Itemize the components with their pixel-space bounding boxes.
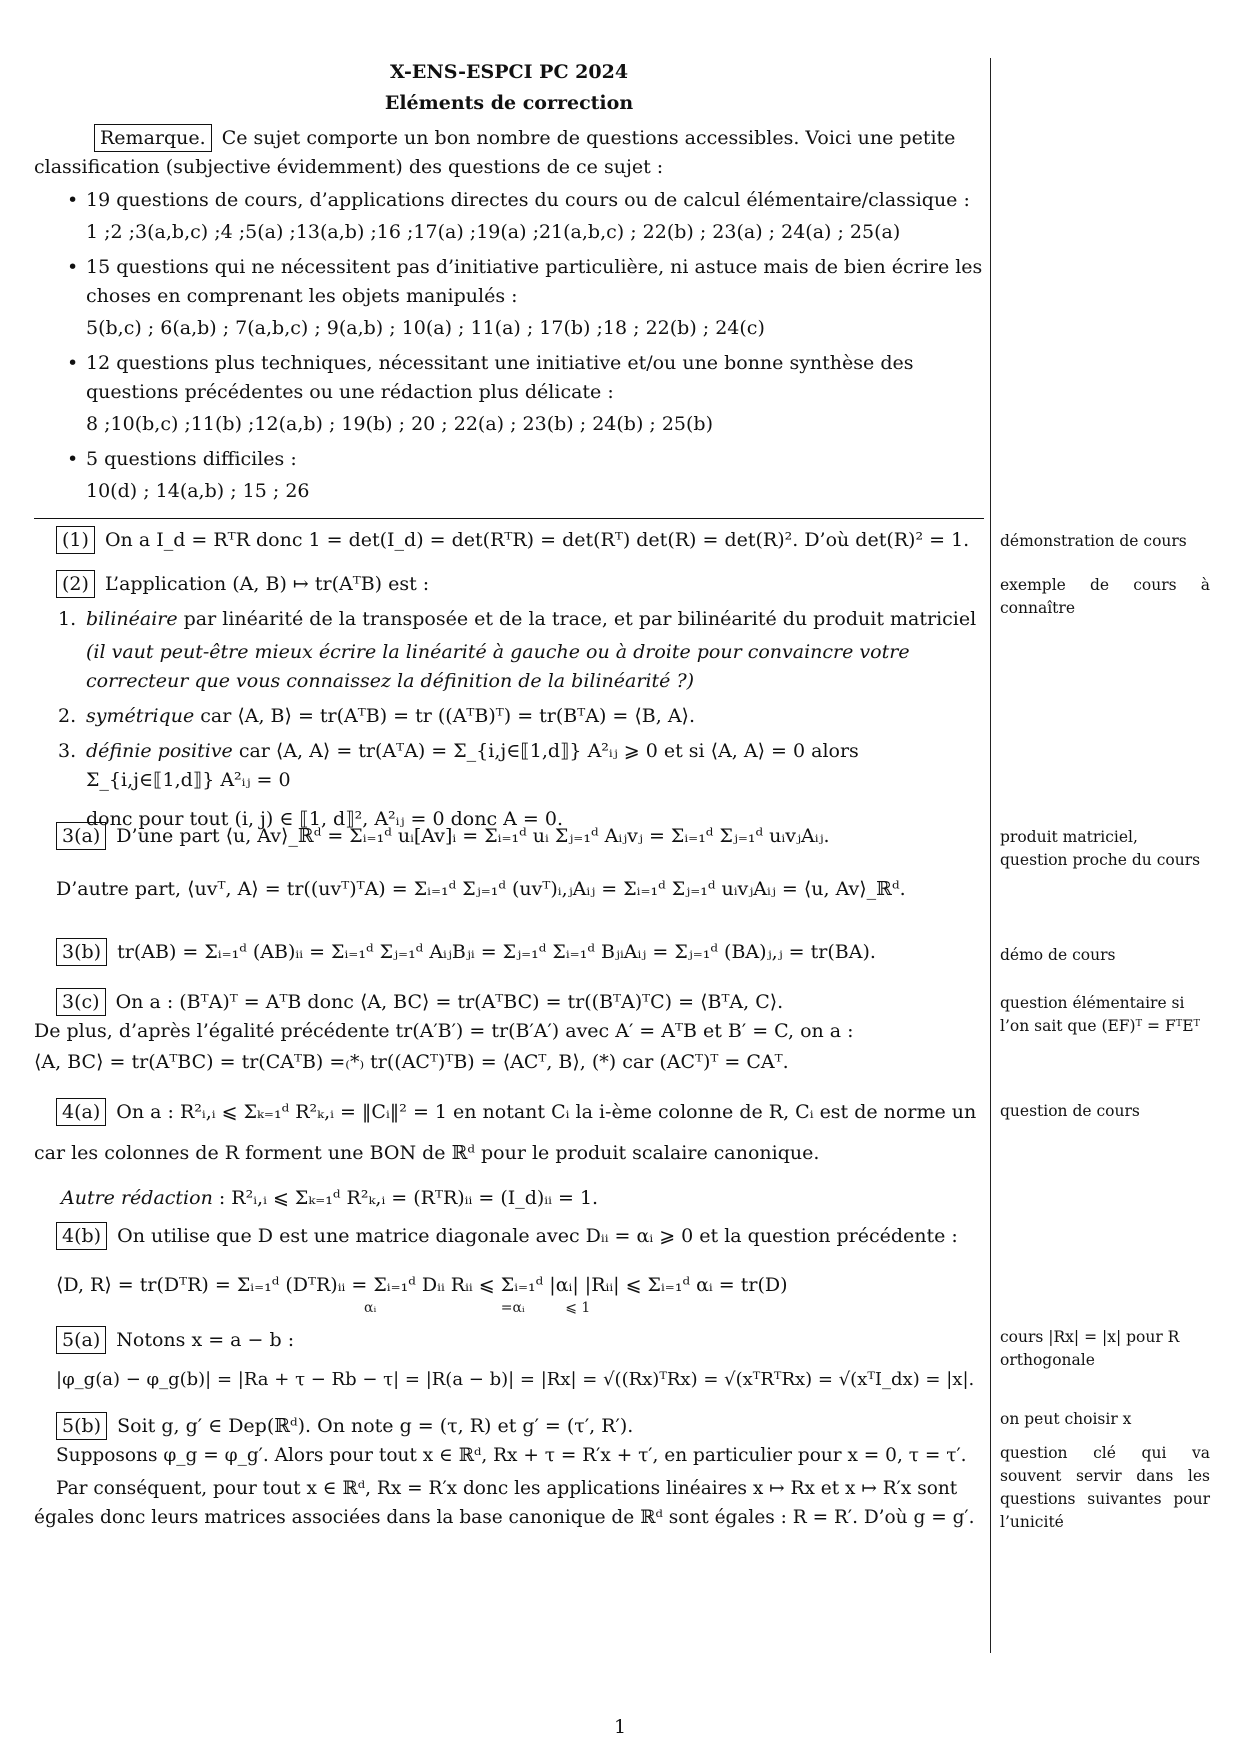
margin-note: exemple de cours à connaître: [1000, 576, 1210, 617]
question-label: 3(c): [56, 988, 106, 1016]
answer-line: Soit g, g′ ∈ Dep(ℝᵈ). On note g = (τ, R) et g′ = (τ′, R′).: [117, 1415, 634, 1437]
item-head: bilinéaire: [86, 608, 178, 630]
classification-questions: 10(d) ; 14(a,b) ; 15 ; 26: [86, 480, 310, 502]
remark-paragraph: [34, 124, 984, 182]
answer-line: égales donc leurs matrices associées dans la base canonique de ℝᵈ sont égales : R = R′. D’où g = g′.: [34, 1507, 975, 1528]
margin-note: cours |Rx| = |x| pour R orthogonale: [1000, 1328, 1180, 1369]
remark-text: Ce sujet comporte un bon nombre de questions accessibles. Voici une petite classification (subjective évidemment) des questions de ce sujet :: [34, 127, 956, 178]
answer-line: car les colonnes de R forment une BON de ℝᵈ pour le produit scalaire canonique.: [34, 1142, 820, 1164]
answer-q4a: [34, 1098, 984, 1213]
classification-list: [34, 186, 984, 506]
document-title: X-ENS-ESPCI PC 2024: [389, 61, 629, 83]
classification-title: • 12 questions plus techniques, nécessitant une initiative et/ou une bonne synthèse des questions précédentes ou une rédaction plus délicate :: [86, 352, 914, 403]
margin-note: produit matriciel, question proche du cours: [1000, 828, 1201, 869]
margin-divider: [990, 58, 991, 1653]
margin-note: question élémentaire si l’on sait que (EF)ᵀ = FᵀEᵀ: [1000, 994, 1201, 1035]
item-number: 2.: [58, 705, 77, 727]
main-column: [34, 58, 984, 502]
underbrace-note: ⩽ 1: [565, 1300, 591, 1316]
answer-line: On a : (BᵀA)ᵀ = AᵀB donc ⟨A, BC⟩ = tr(AᵀBC) = tr((BᵀA)ᵀC) = ⟨BᵀA, C⟩.: [115, 991, 784, 1013]
margin-note: démonstration de cours: [1000, 532, 1187, 550]
answer-q3a: [34, 822, 984, 904]
item-number: 3.: [58, 740, 77, 762]
answer-intro: L’application (A, B) ↦ tr(AᵀB) est :: [104, 573, 430, 595]
answer-line: D’une part ⟨u, Av⟩_ℝᵈ = Σᵢ₌₁ᵈ uᵢ[Av]ᵢ = Σᵢ₌₁ᵈ uᵢ Σⱼ₌₁ᵈ Aᵢⱼvⱼ = Σᵢ₌₁ᵈ Σⱼ₌₁ᵈ uᵢvⱼAᵢⱼ.: [116, 825, 830, 847]
margin-note: démo de cours: [1000, 946, 1116, 964]
question-label: 3(a): [56, 822, 106, 850]
answer-line: On a : R²ᵢ,ᵢ ⩽ Σₖ₌₁ᵈ R²ₖ,ᵢ = ‖Cᵢ‖² = 1 en notant Cᵢ la i-ème colonne de R, Cᵢ est de norme un: [116, 1101, 977, 1123]
answer-text: On a I_d = RᵀR donc 1 = det(I_d) = det(RᵀR) = det(Rᵀ) det(R) = det(R)². D’où det(R)² = 1.: [104, 529, 970, 551]
answer-line: De plus, d’après l’égalité précédente tr(A′B′) = tr(B′A′) avec A′ = AᵀB et B′ = C, on a :: [34, 1020, 854, 1042]
classification-item: [34, 349, 984, 439]
document-subtitle: Eléments de correction: [384, 92, 634, 114]
underbrace-note: αᵢ: [364, 1300, 377, 1316]
item-head: symétrique: [86, 705, 195, 727]
classification-title: • 19 questions de cours, d’applications directes du cours ou de calcul élémentaire/classique :: [86, 189, 970, 211]
classification-questions: 1 ;2 ;3(a,b,c) ;4 ;5(a) ;13(a,b) ;16 ;17(a) ;19(a) ;21(a,b,c) ; 22(b) ; 23(a) ; 24(a) ; 25(a): [86, 221, 901, 243]
answer-q5b: [34, 1412, 984, 1532]
margin-note: question clé qui va souvent servir dans les questions suivantes pour l’unicité: [1000, 1444, 1210, 1531]
answer-line: On utilise que D est une matrice diagonale avec Dᵢᵢ = αᵢ ⩾ 0 et la question précédente :: [117, 1225, 958, 1247]
item-text: car ⟨A, A⟩ = tr(AᵀA) = Σ_{i,j∈⟦1,d⟧} A²ᵢⱼ ⩾ 0 et si ⟨A, A⟩ = 0 alors Σ_{i,j∈⟦1,d⟧} A²ᵢⱼ = 0: [86, 740, 859, 791]
margin-note: on peut choisir x: [1000, 1410, 1132, 1428]
classification-questions: 8 ;10(b,c) ;11(b) ;12(a,b) ; 19(b) ; 20 ; 22(a) ; 23(b) ; 24(b) ; 25(b): [86, 413, 713, 435]
item-head: définie positive: [86, 740, 233, 762]
answer-line: ⟨A, BC⟩ = tr(AᵀBC) = tr(CAᵀB) =₍*₎ tr((ACᵀ)ᵀB) = ⟨ACᵀ, B⟩, (*) car (ACᵀ)ᵀ = CAᵀ.: [34, 1051, 789, 1073]
question-label: 3(b): [56, 938, 107, 966]
item-text: donc pour tout (i, j) ∈ ⟦1, d⟧², A²ᵢⱼ = 0 donc A = 0.: [86, 808, 563, 830]
page-number: 1: [613, 1716, 627, 1738]
answer-line: [34, 1184, 984, 1213]
answer-q3b: [34, 938, 984, 967]
question-label: 5(a): [56, 1326, 106, 1354]
underbrace-note: =αᵢ: [500, 1300, 525, 1316]
answer-q5a: [34, 1326, 984, 1394]
remark-label: Remarque.: [94, 124, 212, 152]
answer-line: Supposons φ_g = φ_g′. Alors pour tout x ∈ ℝᵈ, Rx + τ = R′x + τ′, en particulier pour x = 0, τ = τ′.: [56, 1445, 967, 1466]
answer-line: ⟨D, R⟩ = tr(DᵀR) = Σᵢ₌₁ᵈ (DᵀR)ᵢᵢ = Σᵢ₌₁ᵈ Dᵢᵢ Rᵢᵢ ⩽ Σᵢ₌₁ᵈ |αᵢ| |Rᵢᵢ| ⩽ Σᵢ₌₁ᵈ αᵢ = tr(D): [56, 1274, 788, 1296]
alt-text: : R²ᵢ,ᵢ ⩽ Σₖ₌₁ᵈ R²ₖ,ᵢ = (RᵀR)ᵢᵢ = (I_d)ᵢᵢ = 1.: [212, 1187, 599, 1209]
answer-item: [34, 605, 984, 634]
answer-line: D’autre part, ⟨uvᵀ, A⟩ = tr((uvᵀ)ᵀA) = Σᵢ₌₁ᵈ Σⱼ₌₁ᵈ (uvᵀ)ᵢ,ⱼAᵢⱼ = Σᵢ₌₁ᵈ Σⱼ₌₁ᵈ uᵢvⱼAᵢⱼ = ⟨u, Av⟩_ℝᵈ.: [56, 878, 906, 900]
classification-item: [34, 253, 984, 343]
item-text: car ⟨A, B⟩ = tr(AᵀB) = tr ((AᵀB)ᵀ) = tr(BᵀA) = ⟨B, A⟩.: [194, 705, 695, 727]
question-label: 5(b): [56, 1412, 107, 1440]
section-separator: [34, 518, 984, 519]
alt-label: Autre rédaction: [61, 1187, 213, 1209]
answer-line: Notons x = a − b :: [116, 1329, 295, 1351]
answer-line: |φ_g(a) − φ_g(b)| = |Ra + τ − Rb − τ| = |R(a − b)| = |Rx| = √((Rx)ᵀRx) = √(xᵀRᵀRx) = √(xᵀI_dx) = |x|.: [56, 1369, 975, 1390]
answer-item: [34, 737, 984, 795]
classification-title: • 5 questions difficiles :: [86, 448, 297, 470]
item-text: par linéarité de la transposée et de la trace, et par bilinéarité du produit matriciel: [177, 608, 977, 630]
answer-item: [34, 702, 984, 731]
answer-q3c: [34, 988, 984, 1077]
answer-line: Par conséquent, pour tout x ∈ ℝᵈ, Rx = R′x donc les applications linéaires x ↦ Rx et x ↦ R′x sont: [56, 1478, 958, 1499]
underbrace-notes: [34, 1300, 984, 1316]
classification-item: [34, 186, 984, 247]
question-label: 4(b): [56, 1222, 107, 1250]
classification-questions: 5(b,c) ; 6(a,b) ; 7(a,b,c) ; 9(a,b) ; 10(a) ; 11(a) ; 17(b) ;18 ; 22(b) ; 24(c): [86, 317, 765, 339]
question-label: (1): [56, 526, 95, 554]
answer-text: tr(AB) = Σᵢ₌₁ᵈ (AB)ᵢᵢ = Σᵢ₌₁ᵈ Σⱼ₌₁ᵈ AᵢⱼBⱼᵢ = Σⱼ₌₁ᵈ Σᵢ₌₁ᵈ BⱼᵢAᵢⱼ = Σⱼ₌₁ᵈ (BA)ⱼ,ⱼ = tr(BA).: [117, 941, 876, 963]
classification-title: • 15 questions qui ne nécessitent pas d’initiative particulière, ni astuce mais de bien écrire les choses en comprenant les objets manipulés :: [86, 256, 983, 307]
question-label: 4(a): [56, 1098, 106, 1126]
answer-q2: [34, 570, 984, 834]
question-label: (2): [56, 570, 95, 598]
margin-note: question de cours: [1000, 1102, 1140, 1120]
item-text: (il vaut peut-être mieux écrire la linéarité à gauche ou à droite pour convaincre votre correcteur que vous connaissez la définition de la bilinéarité ?): [86, 641, 910, 692]
item-number: 1.: [58, 608, 77, 630]
answer-q4b: [34, 1222, 984, 1316]
answer-item: [34, 638, 984, 696]
classification-item: [34, 445, 984, 506]
answer-q1: [34, 526, 984, 555]
